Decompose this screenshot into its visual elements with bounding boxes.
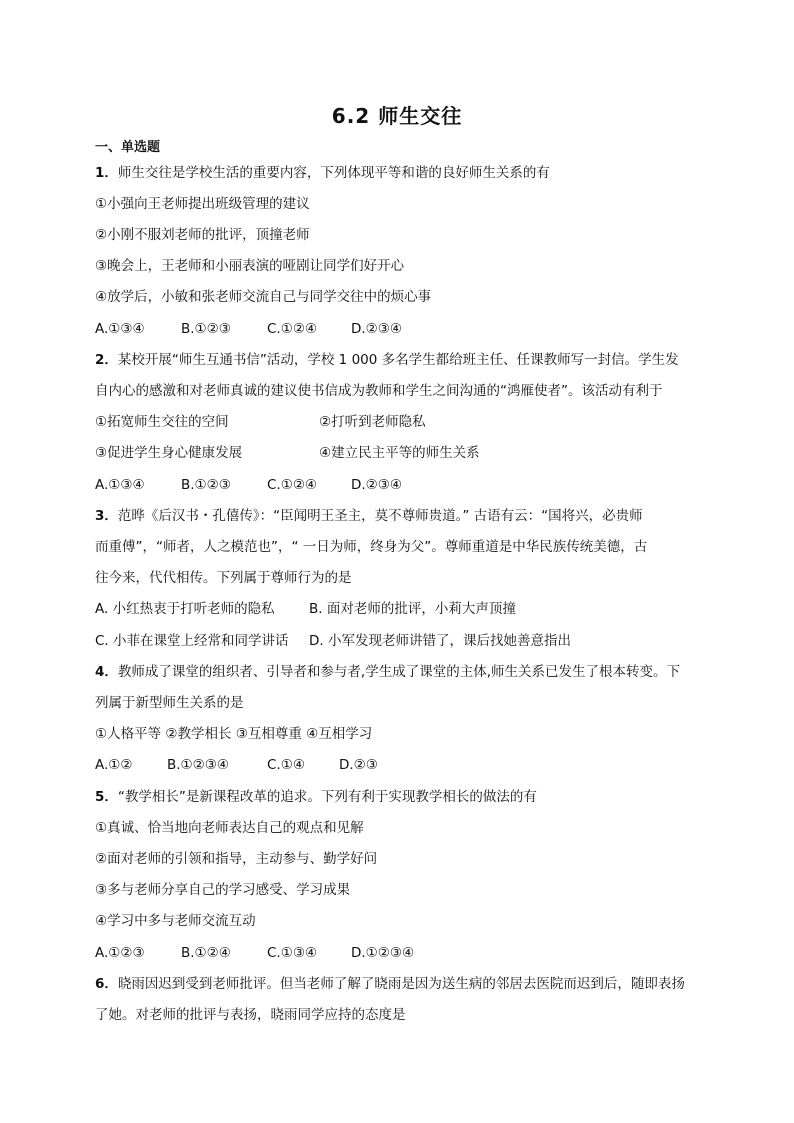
question-number: 6． <box>95 976 118 992</box>
question-3-stem-cont: 往今来，代代相传。下列属于尊师行为的是 <box>95 570 352 586</box>
question-4-options <box>95 755 699 775</box>
option-d[interactable]: D.②③ <box>339 757 378 773</box>
question-5-options <box>95 943 699 963</box>
option-b[interactable]: B.①②③ <box>181 321 231 337</box>
question-1-item: ④放学后，小敏和张老师交流自己与同学交往中的烦心事 <box>95 289 432 305</box>
option-d[interactable]: D.②③④ <box>351 321 402 337</box>
section-heading: 一、单选题 <box>95 140 161 155</box>
question-2-items-row <box>95 443 699 463</box>
question-number: 5． <box>95 789 118 805</box>
question-3-options-row <box>95 631 699 651</box>
option-b[interactable]: B.①②③ <box>181 477 231 493</box>
question-2-item: ②打听到老师隐私 <box>319 414 426 430</box>
option-c[interactable]: C. 小菲在课堂上经常和同学讲话 <box>95 633 289 649</box>
option-a[interactable]: A.①③④ <box>95 477 145 493</box>
question-5-item: ③多与老师分享自己的学习感受、学习成果 <box>95 882 351 898</box>
option-d[interactable]: D.①②③④ <box>351 945 415 961</box>
question-1-options <box>95 319 699 339</box>
question-text: 范晔《后汉书・孔僖传》：“臣闻明王圣主，莫不尊师贵道。” 古语有云：“国将兴，必贵师 <box>117 508 643 524</box>
question-2-item: ①拓宽师生交往的空间 <box>95 414 229 430</box>
option-d[interactable]: D. 小军发现老师讲错了，课后找她善意指出 <box>309 633 571 649</box>
question-text: 教师成了课堂的组织者、引导者和参与者,学生成了课堂的主体,师生关系已发生了根本转变。下 <box>117 664 680 680</box>
question-text: 晓雨因迟到受到老师批评。但当老师了解了晓雨是因为送生病的邻居去医院而迟到后，随即表扬 <box>117 976 685 992</box>
question-text: 师生交往是学校生活的重要内容，下列体现平等和谐的良好师生关系的有 <box>117 165 550 181</box>
question-4-items: ①人格平等 ②教学相长 ③互相尊重 ④互相学习 <box>95 726 373 742</box>
option-a[interactable]: A.①③④ <box>95 321 145 337</box>
option-b[interactable]: B.①②③④ <box>167 757 229 773</box>
question-4-stem <box>95 662 699 682</box>
question-3-stem-cont: 而重傅”，“师者，人之模范也”，“ 一日为师，终身为父”。尊师重道是中华民族传统美德，古 <box>95 539 648 555</box>
question-2-stem-cont: 自内心的感激和对老师真诚的建议使书信成为教师和学生之间沟通的“鸿雁使者”。该活动有利于 <box>95 383 663 399</box>
question-1-item: ③晚会上，王老师和小丽表演的哑剧让同学们好开心 <box>95 258 405 274</box>
option-b[interactable]: B. 面对老师的批评，小莉大声顶撞 <box>309 601 516 617</box>
question-3-options-row <box>95 599 699 619</box>
question-2-item: ④建立民主平等的师生关系 <box>319 445 480 461</box>
option-b[interactable]: B.①②④ <box>181 945 231 961</box>
question-5-item: ①真诚、恰当地向老师表达自己的观点和见解 <box>95 820 364 836</box>
option-c[interactable]: C.①④ <box>267 757 305 773</box>
question-1-stem <box>95 163 699 183</box>
option-c[interactable]: C.①②④ <box>267 477 318 493</box>
option-a[interactable]: A. 小红热衷于打听老师的隐私 <box>95 601 275 617</box>
question-text: 某校开展“师生互通书信”活动，学校 1 000 多名学生都给班主任、任课教师写一封信。学生发 <box>117 352 679 368</box>
question-3-stem <box>95 506 699 526</box>
question-5-item: ②面对老师的引领和指导，主动参与、勤学好问 <box>95 851 378 867</box>
question-number: 1． <box>95 165 118 181</box>
question-2-item: ③促进学生身心健康发展 <box>95 445 243 461</box>
question-5-stem <box>95 787 699 807</box>
question-number: 2． <box>95 352 118 368</box>
question-6-stem <box>95 974 699 994</box>
option-d[interactable]: D.②③④ <box>351 477 402 493</box>
question-number: 3． <box>95 508 118 524</box>
question-1-item: ②小刚不服刘老师的批评，顶撞老师 <box>95 227 310 243</box>
question-text: “教学相长”是新课程改革的追求。下列有利于实现教学相长的做法的有 <box>117 789 537 805</box>
page-title: 6.2 师生交往 <box>331 104 463 128</box>
question-2-stem <box>95 350 699 370</box>
option-a[interactable]: A.①② <box>95 757 133 773</box>
option-c[interactable]: C.①③④ <box>267 945 318 961</box>
question-2-options <box>95 475 699 495</box>
question-4-stem-cont: 列属于新型师生关系的是 <box>95 695 244 711</box>
question-1-item: ①小强向王老师提出班级管理的建议 <box>95 196 310 212</box>
question-2-items-row <box>95 412 699 432</box>
question-number: 4． <box>95 664 118 680</box>
option-c[interactable]: C.①②④ <box>267 321 318 337</box>
option-a[interactable]: A.①②③ <box>95 945 145 961</box>
question-6-stem-cont: 了她。对老师的批评与表扬，晓雨同学应持的态度是 <box>95 1007 406 1023</box>
question-5-item: ④学习中多与老师交流互动 <box>95 913 256 929</box>
